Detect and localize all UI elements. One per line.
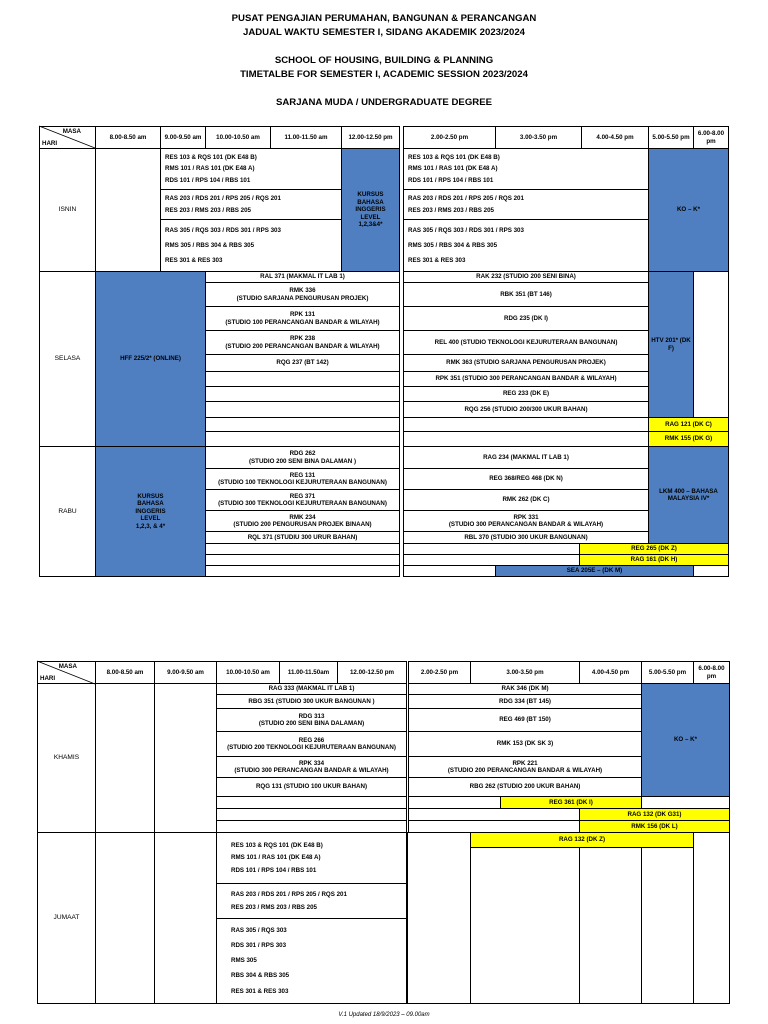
corner-masa: MASA [58,663,77,670]
rabu-sea205e: SEA 205E – (DK M) [495,565,694,577]
empty-cell [403,417,649,432]
footer-version: V.1 Updated 18/9/2023 – 09.00am [338,1012,430,1018]
title-malay-line1: PUSAT PENGAJIAN PERUMAHAN, BANGUNAN & PERANCANGAN [231,13,537,24]
time-header: 4.00-4.50 pm [579,661,642,684]
time-header: 2.00-2.50 pm [408,661,471,684]
empty-cell [95,148,161,272]
selasa-hff-online: HFF 225/2* (ONLINE) [95,271,206,447]
selasa-rmk155: RMK 155 (DK G) [648,431,729,447]
khamis-am-class: RDG 313 (STUDIO 200 SENI BINA DALAMAN) [216,708,407,732]
time-header: 4.00-4.50 pm [581,126,649,149]
selasa-am-class: RMK 336 (STUDIO SARJANA PENGURUSAN PROJEK) [205,282,400,307]
day-selasa: SELASA [39,271,96,447]
empty-cell [205,371,400,387]
time-header: 10.00-10.50 am [216,661,280,684]
empty-cell [693,271,729,418]
title-english-line1: SCHOOL OF HOUSING, BUILDING & PLANNING [274,55,494,66]
selasa-am-class: RPK 238 (STUDIO 200 PERANCANGAN BANDAR & WILAYAH) [205,330,400,355]
selasa-am-class: RPK 131 (STUDIO 100 PERANCANGAN BANDAR & WILAYAH) [205,306,400,331]
isnin-group-year3-pm: RAS 305 / RQS 303 / RDS 301 / RPS 303 RMS 305 / RBS 304 & RBS 305 RES 301 & RES 303 [403,219,649,272]
selasa-htv-block: HTV 201* (DK F) [648,271,694,418]
corner-header-cell [39,126,96,149]
corner-masa: MASA [62,128,81,135]
title-english-line2: TIMETALBE FOR SEMESTER I, ACADEMIC SESSION 2023/2024 [240,69,528,80]
isnin-group-year3-am: RAS 305 / RQS 303 / RDS 301 / RPS 303 RMS 305 / RBS 304 & RBS 305 RES 301 & RES 303 [160,219,342,272]
khamis-am-class: RBG 351 (STUDIO 300 UKUR BANGUNAN ) [216,694,407,709]
rabu-am-class: RDG 262 (STUDIO 200 SENI BINA DALAMAN ) [205,446,400,469]
time-header: 11.00-11.50 am [270,126,342,149]
day-rabu: RABU [39,446,96,577]
empty-cell [407,832,471,1004]
empty-cell [205,417,400,432]
rabu-pm-class: RPK 331 (STUDIO 300 PERANCANGAN BANDAR & WILAYAH) [403,510,649,532]
khamis-pm-class: RDG 334 (BT 145) [408,694,642,709]
rabu-rag161: RAG 161 (DK H) [579,554,729,566]
jumaat-rag132: RAG 132 (DK Z) [470,832,694,848]
khamis-am-class: REG 266 (STUDIO 200 TEKNOLOGI KEJURUTERAAN BANGUNAN) [216,731,407,757]
day-jumaat: JUMAAT [37,832,96,1004]
isnin-group-year1-am: RES 103 & RQS 101 (DK E48 B) RMS 101 / RAS 101 (DK E48 A) RDS 101 / RPS 104 / RBS 101 [160,148,342,190]
time-header: 9.00-9.50 am [160,126,206,149]
time-header: 10.00-10.50 am [205,126,271,149]
khamis-pm-class: RPK 221 (STUDIO 200 PERANCANGAN BANDAR & WILAYAH) [408,756,642,778]
empty-cell [154,683,217,833]
time-header: 12.00-12.50 pm [341,126,400,149]
empty-cell [205,386,400,402]
time-header: 5.00-5.50 pm [648,126,694,149]
corner-header-cell [37,661,96,684]
selasa-pm-class: RQG 256 (STUDIO 200/300 UKUR BAHAN) [403,401,649,418]
isnin-group-year2-pm: RAS 203 / RDS 201 / RPS 205 / RQS 201 RES 203 / RMS 203 / RBS 205 [403,189,649,220]
jumaat-group-year1: RES 103 & RQS 101 (DK E48 B) RMS 101 / RAS 101 (DK E48 A) RDS 101 / RPS 104 / RBS 101 [216,832,407,884]
khamis-rmk156: RMK 156 (DK L) [579,820,730,833]
empty-cell [579,847,642,1004]
khamis-pm-class: RBG 262 (STUDIO 200 UKUR BAHAN) [408,777,642,797]
rabu-am-class: RQL 371 (STUDIU 300 URUR BAHAN) [205,531,400,544]
rabu-pm-class: RMK 262 (DK C) [403,489,649,511]
khamis-pm-class: RMK 153 (DK SK 3) [408,731,642,757]
isnin-english-course: KURSUS BAHASA INGGERIS LEVEL 1,2,3&4* [341,148,400,272]
rabu-am-class: RMK 234 (STUDIO 200 PENGURUSAN PROJEK BINAAN) [205,510,400,532]
empty-cell [205,431,400,447]
empty-cell [641,847,694,1004]
jumaat-group-year3: RAS 305 / RQS 303 RDS 301 / RPS 303 RMS 305 RBS 304 & RBS 305 RES 301 & RES 303 [216,918,407,1004]
isnin-group-year1-pm: RES 103 & RQS 101 (DK E48 B) RMS 101 / RAS 101 (DK E48 A) RDS 101 / RPS 104 / RBS 101 [403,148,649,190]
empty-cell [641,796,730,809]
selasa-rag121: RAG 121 (DK C) [648,417,729,432]
time-header: 12.00-12.50 pm [337,661,407,684]
title-malay-line2: JADUAL WAKTU SEMESTER I, SIDANG AKADEMIK 2023/2024 [242,27,525,38]
khamis-pm-class: RAK 346 (DK M) [408,683,642,695]
time-header: 5.00-5.50 pm [641,661,694,684]
selasa-pm-class: RDG 235 (DK I) [403,306,649,331]
time-header: 8.00-8.50 am [95,661,155,684]
selasa-pm-class: RMK 363 (STUDIO SARJANA PENGURUSAN PROJEK) [403,354,649,372]
isnin-ko-block: KO – K* [648,148,729,272]
khamis-reg361: REG 361 (DK I) [500,796,642,809]
jumaat-group-year2: RAS 203 / RDS 201 / RPS 205 / RQS 201 RES 203 / RMS 203 / RBS 205 [216,883,407,919]
selasa-pm-class: REL 400 (STUDIO TEKNOLOGI KEJURUTERAAN BANGUNAN) [403,330,649,355]
time-header: 6.00-8.00 pm [693,661,730,684]
time-header: 3.00-3.50 pm [495,126,582,149]
rabu-lkm400-block: LKM 400 – BAHASA MALAYSIA IV* [648,446,729,544]
time-header: 9.00-9.50 am [154,661,217,684]
selasa-am-class: RAL 371 (MAKMAL IT LAB 1) [205,271,400,283]
empty-cell [205,565,400,577]
empty-cell [154,832,217,1004]
rabu-pm-class: RBL 370 (STUDIO 300 UKUR BANGUNAN) [403,531,649,544]
empty-cell [403,565,496,577]
selasa-pm-class: RBK 351 (BT 146) [403,282,649,307]
corner-hari: HARI [42,139,58,147]
empty-cell [205,401,400,418]
empty-cell [95,683,155,833]
time-header: 6.00-8.00 pm [693,126,729,149]
time-header: 11.00-11.50am [279,661,338,684]
rabu-am-class: REG 371 (STUDIO 300 TEKNOLOGI KEJURUTERAAN BANGUNAN) [205,489,400,511]
empty-cell [95,832,155,1004]
degree-title: SARJANA MUDA / UNDERGRADUATE DEGREE [275,97,493,108]
rabu-pm-class: REG 368/REG 468 (DK N) [403,468,649,490]
empty-cell [693,832,730,1004]
selasa-pm-class: REG 233 (DK E) [403,386,649,402]
empty-cell [470,847,580,1004]
selasa-pm-class: RPK 351 (STUDIO 300 PERANCANGAN BANDAR & WILAYAH) [403,371,649,387]
day-khamis: KHAMIS [37,683,96,833]
time-header: 3.00-3.50 pm [470,661,580,684]
khamis-am-class: RQG 131 (STUDIO 100 UKUR BAHAN) [216,777,407,797]
empty-cell [693,565,729,577]
isnin-group-year2-am: RAS 203 / RDS 201 / RPS 205 / RQS 201 RES 203 / RMS 203 / RBS 205 [160,189,342,220]
empty-cell [403,431,649,447]
selasa-am-class: RQG 237 (BT 142) [205,354,400,372]
khamis-am-class: RPK 334 (STUDIO 300 PERANCANGAN BANDAR & WILAYAH) [216,756,407,778]
time-header: 2.00-2.50 pm [403,126,496,149]
day-isnin: ISNIN [39,148,96,272]
khamis-rag132: RAG 132 (DK G31) [579,808,730,821]
rabu-reg265: REG 265 (DK Z) [579,543,729,555]
corner-hari: HARI [40,674,56,682]
rabu-english-course: KURSUS BAHASA INGGERIS LEVEL 1,2,3, & 4* [95,446,206,577]
rabu-am-class: REG 131 (STUDIO 100 TEKNOLOGI KEJURUTERAAN BANGUNAN) [205,468,400,490]
khamis-am-class: RAG 333 (MAKMAL IT LAB 1) [216,683,407,695]
selasa-pm-class: RAK 232 (STUDIO 200 SENI BINA) [403,271,649,283]
khamis-ko-block: KO – K* [641,683,730,797]
time-header: 8.00-8.50 am [95,126,161,149]
rabu-pm-class: RAG 234 (MAKMAL IT LAB 1) [403,446,649,469]
khamis-pm-class: REG 469 (BT 150) [408,708,642,732]
